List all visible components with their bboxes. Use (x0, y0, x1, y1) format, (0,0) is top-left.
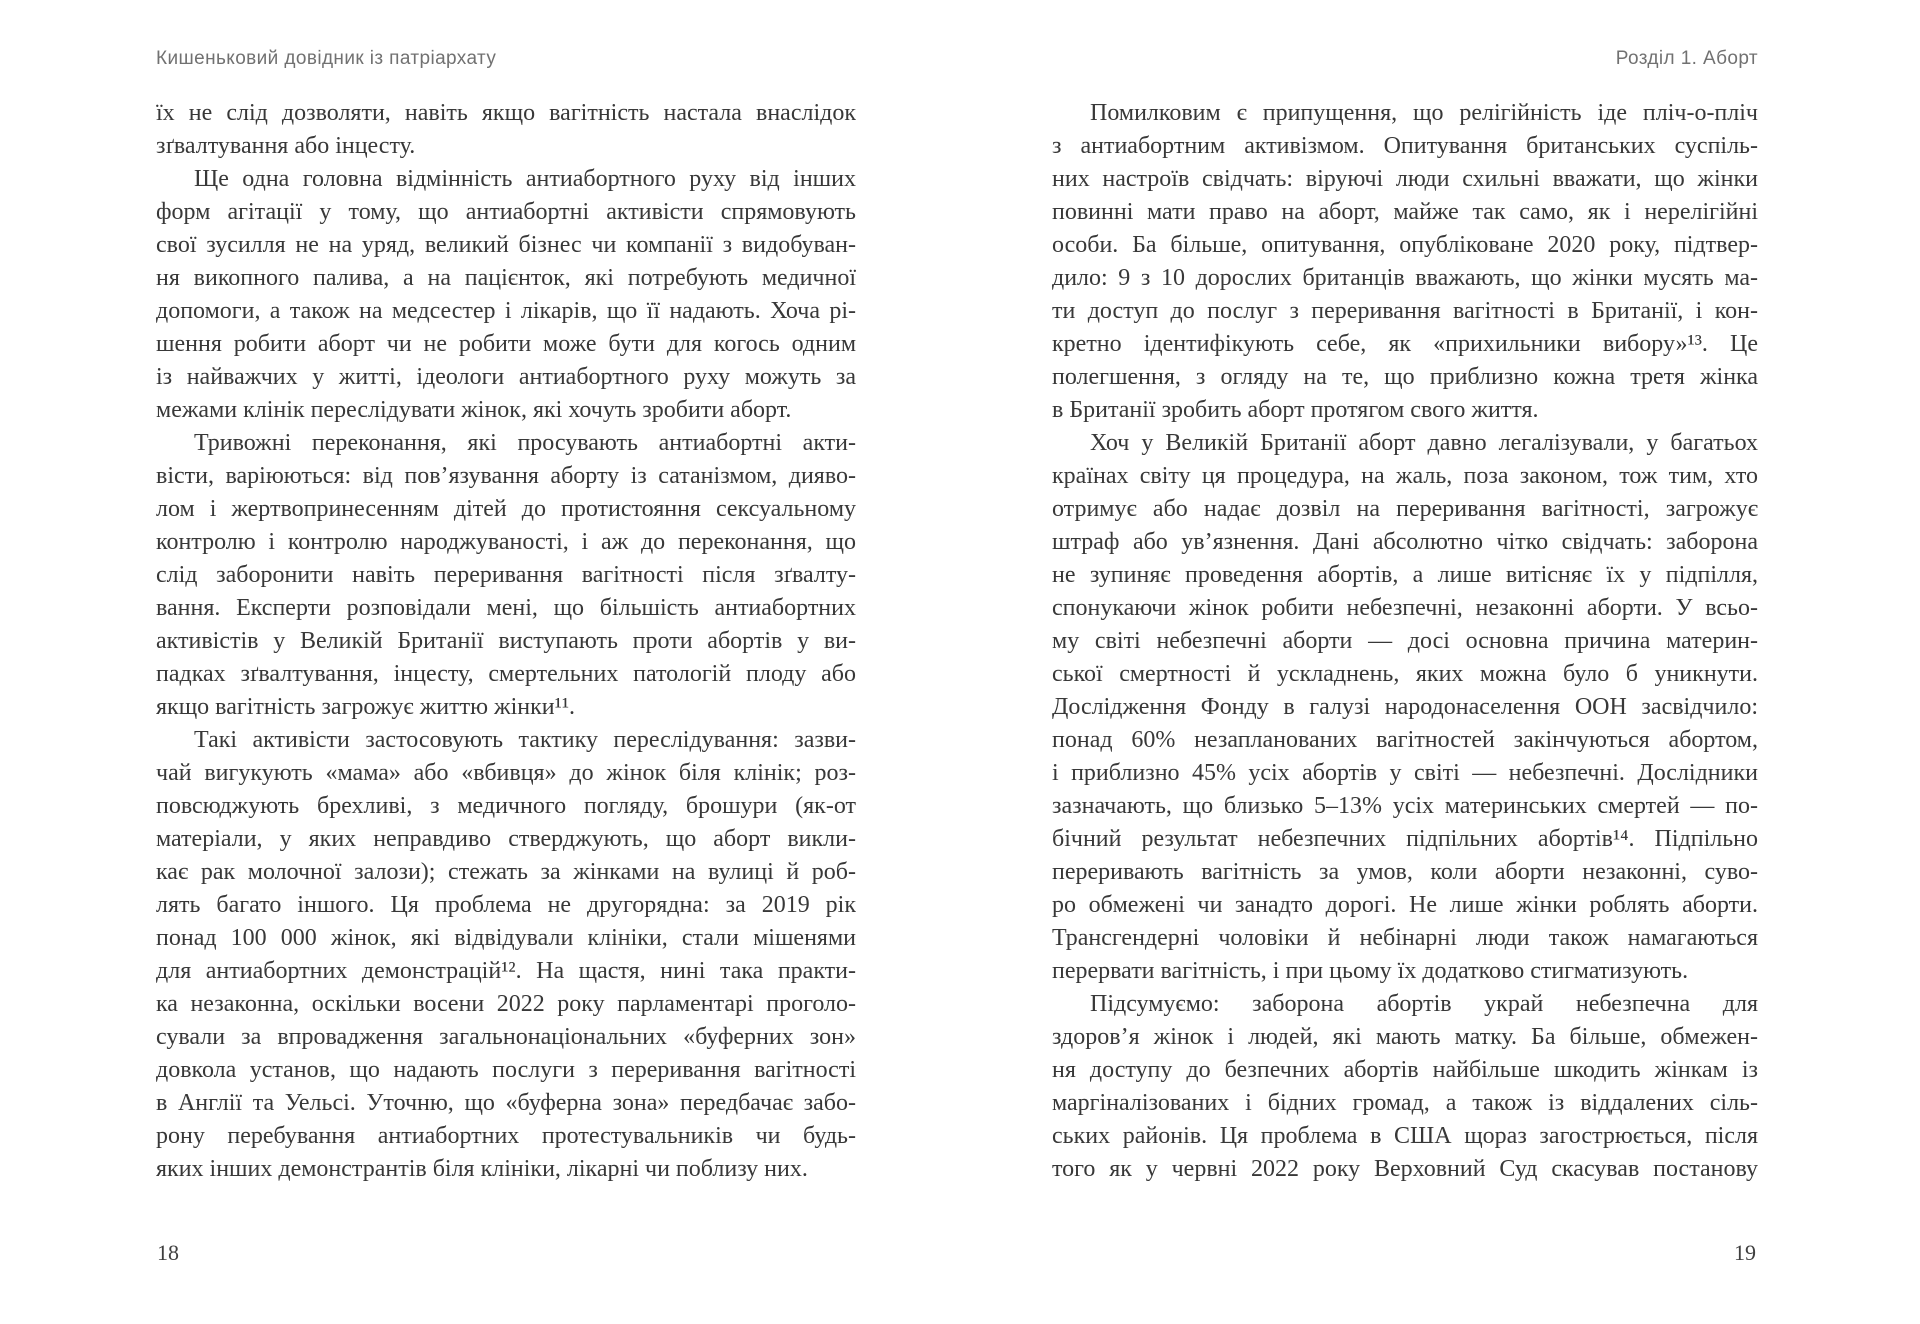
text-line: отримує або надає дозвіл на переривання вагітності, загрожує (1052, 496, 1758, 522)
text-line: ро обмежені чи занадто дорогі. Не лише жінки роблять аборти. (1052, 892, 1758, 918)
text-line: перервати вагітність, і при цьому їх додатково стигматизують. (1052, 958, 1689, 984)
text-line: допомоги, а також на медсестер і лікарів, що її надають. Хоча рі- (156, 298, 856, 324)
text-line: кає рак молочної залози); стежать за жінками на вулиці й роб- (156, 859, 856, 885)
text-line: понад 100 000 жінок, які відвідували клініки, стали мішенями (156, 925, 856, 951)
text-line: контролю і контролю народжуваності, і аж до переконання, що (156, 529, 856, 555)
text-line: не зупиняє проведення абортів, а лише витісняє їх у підпілля, (1052, 562, 1758, 588)
text-line: форм агітації у тому, що антиабортні активісти спрямовують (156, 199, 856, 225)
text-line: штраф або ув’язнення. Дані абсолютно чітко свідчать: заборона (1052, 529, 1758, 555)
text-line: лять багато іншого. Ця проблема не другорядна: за 2019 рік (156, 892, 856, 918)
text-line: них настроїв свідчать: віруючі люди схильні вважати, що жінки (1052, 166, 1758, 192)
text-line: Такі активісти застосовують тактику переслідування: зазви- (194, 727, 856, 753)
running-head-chapter-title: Розділ 1. Аборт (1615, 48, 1758, 69)
text-line: того як у червні 2022 року Верховний Суд скасував постанову (1052, 1156, 1758, 1182)
text-line: в Британії зробить аборт протягом свого життя. (1052, 397, 1539, 423)
text-line: повинні мати право на аборт, майже так само, як і нерелігійні (1052, 199, 1758, 225)
text-line: межами клінік переслідувати жінок, які хочуть зробити аборт. (156, 397, 792, 423)
text-line: свої зусилля не на уряд, великий бізнес чи компанії з видобуван- (156, 232, 856, 258)
text-line: кретно ідентифікують себе, як «прихильники вибору»¹³. Це (1052, 331, 1758, 357)
text-line: з антиабортним активізмом. Опитування британських суспіль- (1052, 133, 1758, 159)
text-line: повсюджують брехливі, з медичного погляду, брошури (як-от (156, 793, 856, 819)
text-line: Дослідження Фонду в галузі народонаселення ООН засвідчило: (1052, 694, 1758, 720)
text-line: бічний результат небезпечних підпільних абортів¹⁴. Підпільно (1052, 826, 1758, 852)
text-line: активістів у Великій Британії виступають проти абортів у ви- (156, 628, 856, 654)
text-line: довкола установ, що надають послуги з переривання вагітності (156, 1057, 856, 1083)
text-line: Помилковим є припущення, що релігійність іде пліч-о-пліч (1090, 100, 1758, 126)
text-line: із найважчих у житті, ідеологи антиабортного руху можуть за (156, 364, 856, 390)
text-line: спонукаючи жінок робити небезпечні, незаконні аборти. У всьо- (1052, 595, 1758, 621)
text-line: вання. Експерти розповідали мені, що більшість антиабортних (156, 595, 856, 621)
text-line: країнах світу ця процедура, на жаль, поза законом, тож тим, хто (1052, 463, 1758, 489)
text-line: шення робити аборт чи не робити може бути для когось одним (156, 331, 856, 357)
text-line: падках зґвалтування, інцесту, смертельних патологій плоду або (156, 661, 856, 687)
page-number-left: 18 (157, 1240, 179, 1265)
text-line: Хоч у Великій Британії аборт давно легалізували, у багатьох (1090, 430, 1758, 456)
text-line: Ще одна головна відмінність антиабортного руху від інших (194, 166, 856, 192)
page-number-right: 19 (1734, 1240, 1756, 1265)
text-line: особи. Ба більше, опитування, опубліковане 2020 року, підтвер- (1052, 232, 1758, 258)
text-line: яких інших демонстрантів біля клініки, лікарні чи поблизу них. (156, 1156, 808, 1182)
text-line: слід заборонити навіть переривання вагітності після зґвалту- (156, 562, 856, 588)
text-line: понад 60% незапланованих вагітностей закінчуються абортом, (1052, 727, 1758, 753)
text-line: зґвалтування або інцесту. (156, 133, 416, 159)
text-line: в Англії та Уельсі. Уточню, що «буферна зона» передбачає забо- (156, 1090, 856, 1116)
text-line: і приблизно 45% усіх абортів у світі — небезпечні. Дослідники (1052, 760, 1758, 786)
running-head-book-title: Кишеньковий довідник із патріархату (156, 48, 497, 69)
text-line: ка незаконна, оскільки восени 2022 року парламентарі проголо- (156, 991, 856, 1017)
text-line: здоров’я жінок і людей, які мають матку. Ба більше, обмежен- (1052, 1024, 1758, 1050)
text-line: Підсумуємо: заборона абортів украй небезпечна для (1090, 991, 1758, 1017)
text-line: рону перебування антиабортних протестувальників чи будь- (156, 1123, 856, 1149)
text-line: Трансгендерні чоловіки й небінарні люди також намагаються (1052, 925, 1758, 951)
left-page-body-text (156, 97, 856, 1186)
text-line: лом і жертвопринесенням дітей до протистояння сексуальному (156, 496, 856, 522)
text-line: сували за впровадження загальнонаціональних «буферних зон» (156, 1024, 856, 1050)
text-line: їх не слід дозволяти, навіть якщо вагітність настала внаслідок (156, 100, 856, 126)
text-line: ня викопного палива, а на пацієнток, які потребують медичної (156, 265, 856, 291)
text-line: Тривожні переконання, які просувають антиабортні акти- (194, 430, 856, 456)
text-line: полегшення, з огляду на те, що приблизно кожна третя жінка (1052, 364, 1758, 390)
text-line: ти доступ до послуг з переривання вагітності в Британії, і кон- (1052, 298, 1758, 324)
text-line: матеріали, у яких неправдиво стверджують, що аборт викли- (156, 826, 856, 852)
text-line: ня доступу до безпечних абортів найбільше шкодить жінкам із (1052, 1057, 1758, 1083)
text-line: якщо вагітність загрожує життю жінки¹¹. (156, 694, 576, 720)
text-line: ських районів. Ця проблема в США щораз загострюється, після (1052, 1123, 1758, 1149)
text-line: дило: 9 з 10 дорослих британців вважають, що жінки мусять ма- (1052, 265, 1758, 291)
text-line: переривають вагітність за умов, коли аборти незаконні, суво- (1052, 859, 1758, 885)
text-line: маргіналізованих і бідних громад, а також із віддалених сіль- (1052, 1090, 1758, 1116)
text-line: зазначають, що близько 5–13% усіх материнських смертей — по- (1052, 793, 1758, 819)
text-line: му світі небезпечні аборти — досі основна причина материн- (1052, 628, 1758, 654)
text-line: ської смертності й ускладнень, яких можна було б уникнути. (1052, 661, 1758, 687)
text-line: чай вигукують «мама» або «вбивця» до жінок біля клінік; роз- (156, 760, 856, 786)
right-page-body-text (1052, 97, 1758, 1186)
text-line: для антиабортних демонстрацій¹². На щастя, нині така практи- (156, 958, 856, 984)
text-line: вісти, варіюються: від пов’язування аборту із сатанізмом, дияво- (156, 463, 856, 489)
